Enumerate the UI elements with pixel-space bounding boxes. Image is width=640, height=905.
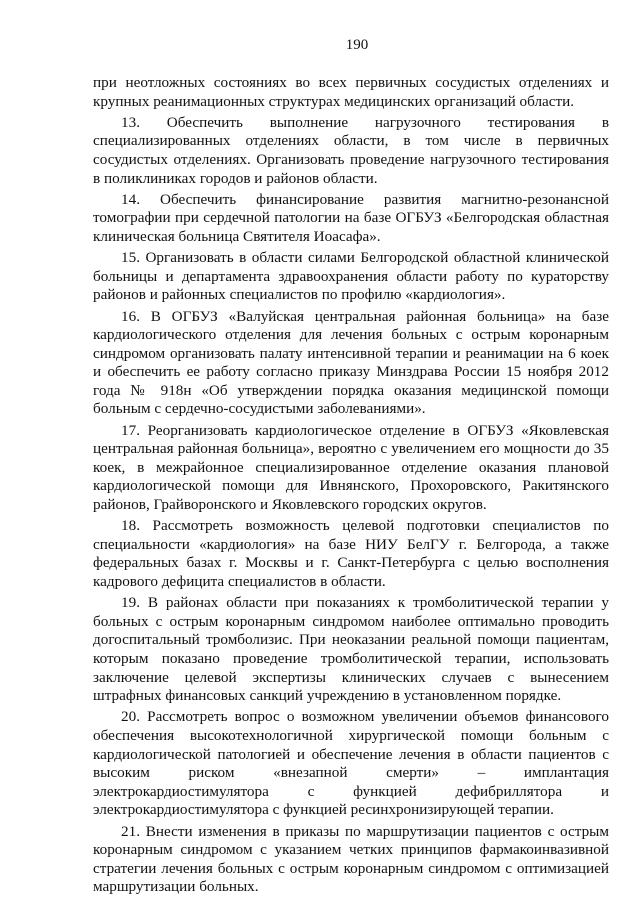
- paragraph-15: 15. Организовать в области силами Белгородской областной клинической больницы и департамента здравоохранения области работу по кураторству районов и районных специалистов по профилю «кардиология».: [93, 249, 609, 304]
- paragraph-17: 17. Реорганизовать кардиологическое отделение в ОГБУЗ «Яковлевская центральная районная больница», вероятно с увеличением его мощности до 35 коек, в межрайонное специализированное отделение оказания плановой кардиологической помощи для Ивнянского, Прохоровского, Ракитянского районов, Грайворонского и Яковлевского городских округов.: [93, 421, 609, 514]
- paragraph-continuation: при неотложных состояниях во всех первичных сосудистых отделениях и крупных реанимационных структурах медицинских организаций области.: [93, 74, 609, 110]
- paragraph-16: 16. В ОГБУЗ «Валуйская центральная районная больница» на базе кардиологического отделения для лечения больных с острым коронарным синдромом организовать палату интенсивной терапии и реанимации на 6 коек и обеспечить ее работу согласно приказу Минздрава России 15 ноября 2012 года № 918н «Об утверждении порядка оказания медицинской помощи больным с сердечно-сосудистыми заболеваниями».: [93, 307, 609, 418]
- paragraph-14: 14. Обеспечить финансирование развития магнитно-резонансной томографии при сердечной патологии на базе ОГБУЗ «Белгородская областная клиническая больница Святителя Иоасафа».: [93, 190, 609, 245]
- paragraph-18: 18. Рассмотреть возможность целевой подготовки специалистов по специальности «кардиология» на базе НИУ БелГУ г. Белгорода, а также федеральных базах г. Москвы и г. Санкт-Петербурга с целью восполнения кадрового дефицита специалистов в области.: [93, 517, 609, 590]
- paragraph-20: 20. Рассмотреть вопрос о возможном увеличении объемов финансового обеспечения высокотехнологичной хирургической помощи больным с кардиологической патологией и обеспечение лечения в области пациентов с высоким риском «внезапной смерти» – имплантация электрокардиостимулятора с функцией дефибриллятора и электрокардиостимулятора с функцией ресинхронизирующей терапии.: [93, 708, 609, 819]
- page-number: 190: [345, 37, 369, 53]
- paragraph-19: 19. В районах области при показаниях к тромболитической терапии у больных с острым коронарным синдромом наиболее оптимально проводить догоспитальный тромболизис. При неоказании реальной помощи пациентам, которым показано проведение тромболитической терапии, использовать заключение целевой экспертизы клинических случаев с вынесением штрафных финансовых санкций учреждению в установленном порядке.: [93, 594, 609, 705]
- paragraph-21: 21. Внести изменения в приказы по маршрутизации пациентов с острым коронарным синдромом с указанием четких принципов фармакоинвазивной стратегии лечения больных с острым коронарным синдромом с оптимизацией маршрутизации больных.: [93, 822, 609, 896]
- paragraph-13: 13. Обеспечить выполнение нагрузочного тестирования в специализированных отделениях области, в том числе в первичных сосудистых отделениях. Организовать проведение нагрузочного тестирования в поликлиниках городов и районов области.: [93, 113, 609, 187]
